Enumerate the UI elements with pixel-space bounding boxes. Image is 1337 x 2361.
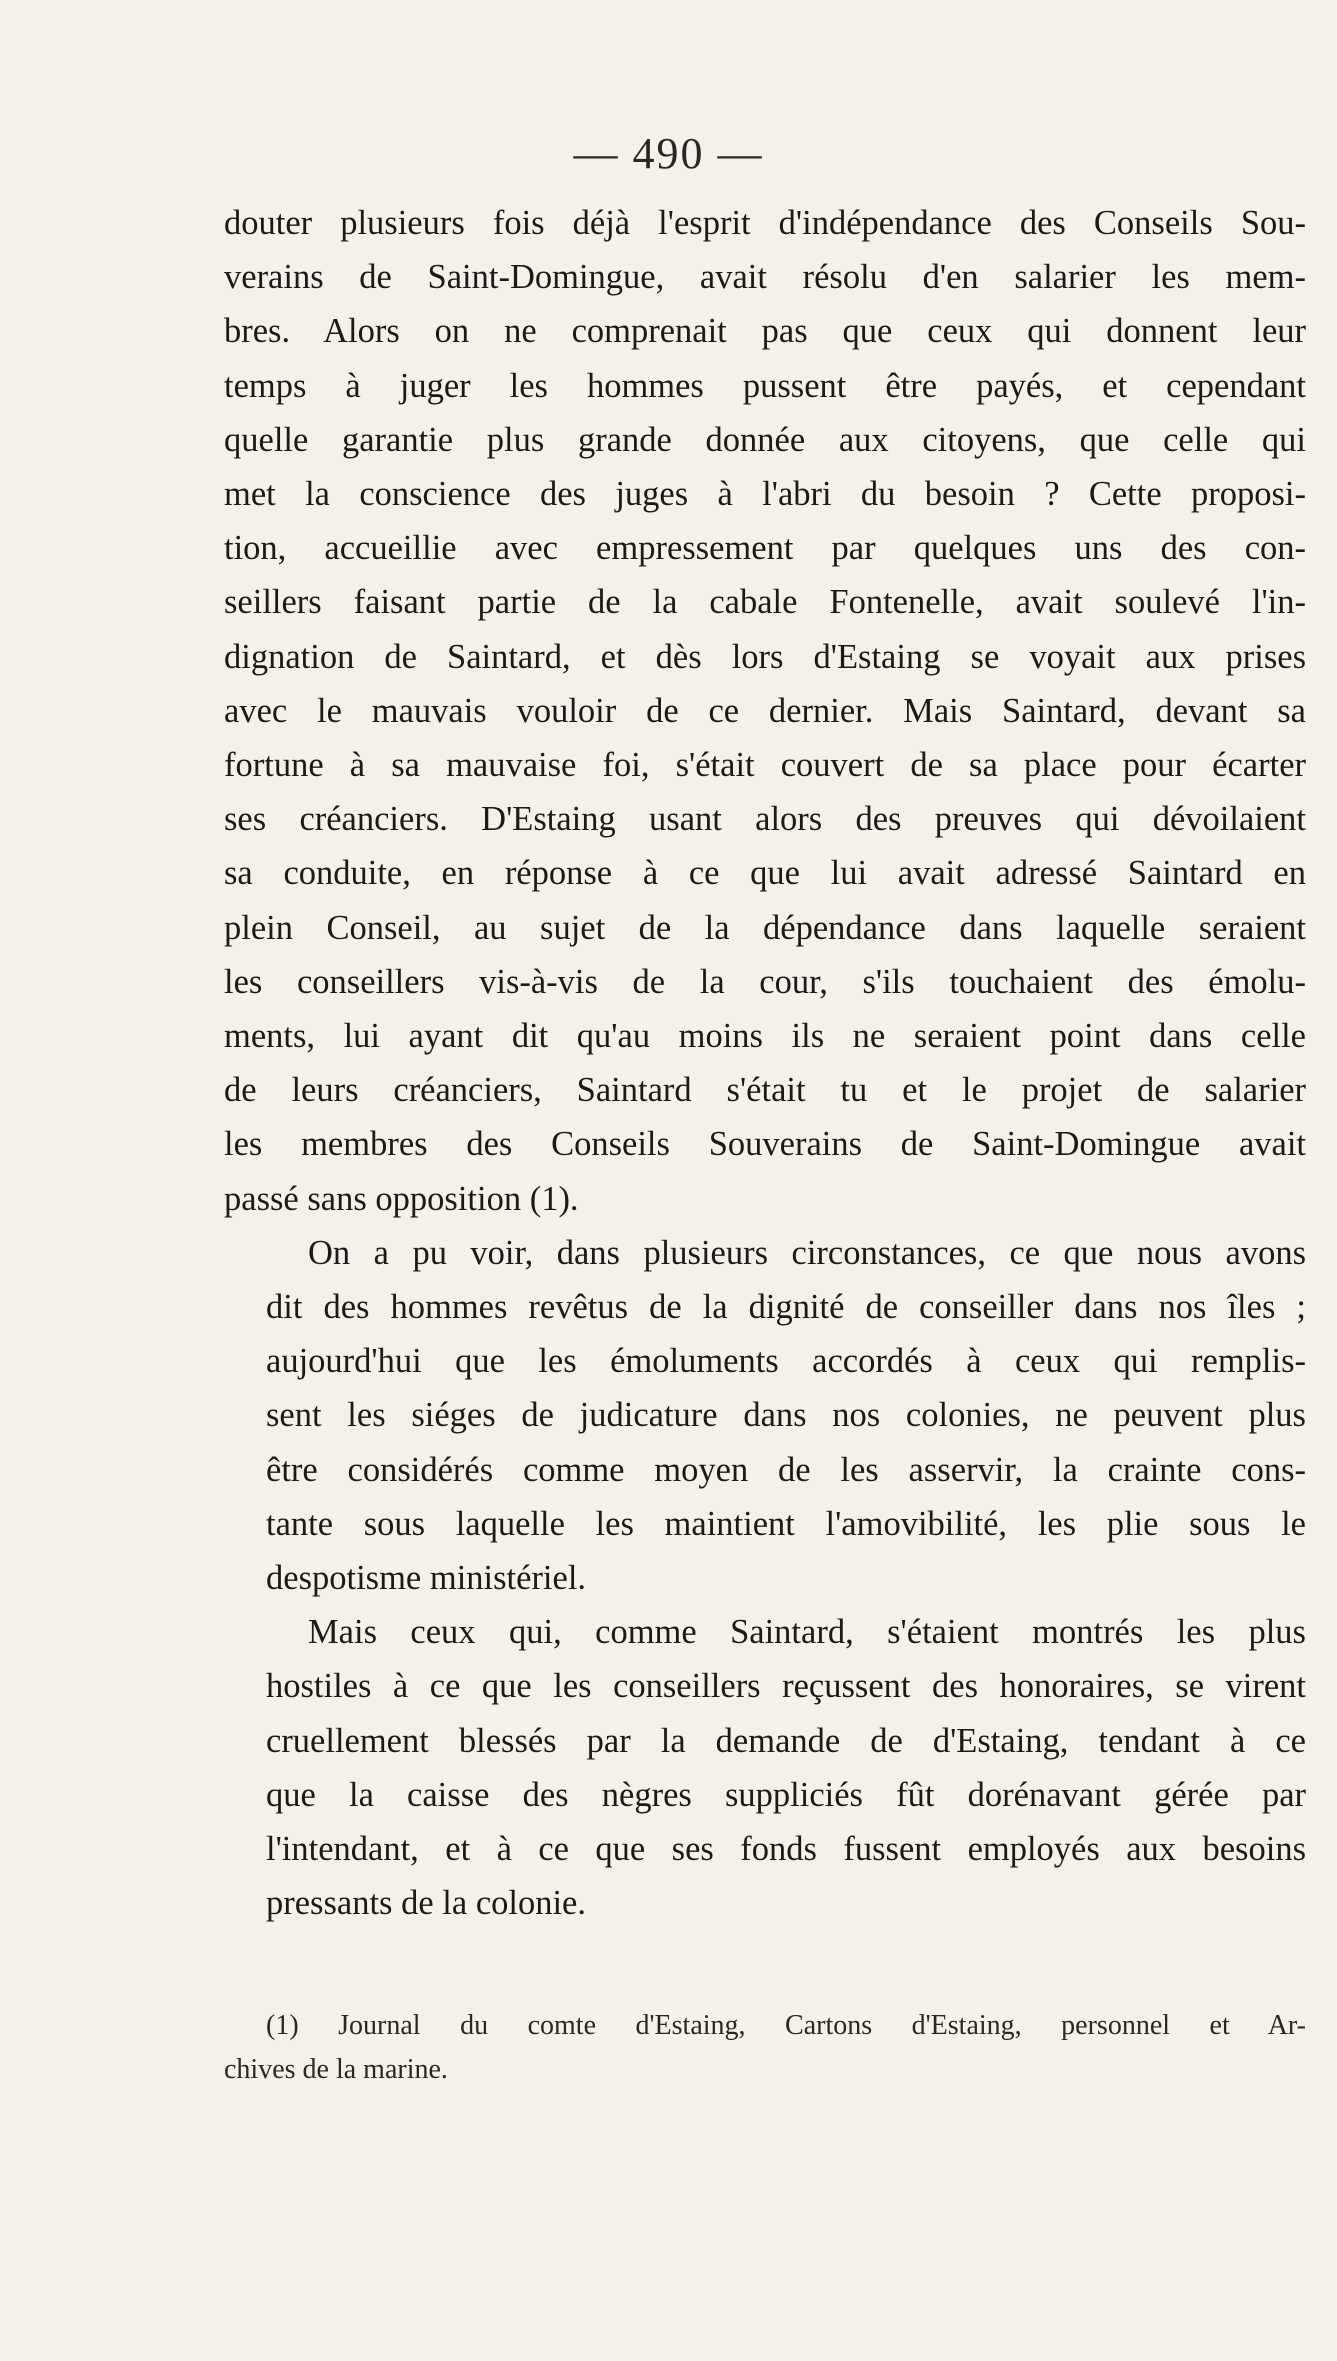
text-line: avec le mauvais vouloir de ce dernier. Mais Saintard, devant sa xyxy=(224,691,1306,730)
footnote xyxy=(224,2004,1306,2092)
text-line: hostiles à ce que les conseillers reçussent des honoraires, se virent xyxy=(266,1667,1306,1706)
page-number: — 490 — xyxy=(573,129,764,178)
text-line: met la conscience des juges à l'abri du besoin ? Cette proposi- xyxy=(224,475,1306,514)
text-line: verains de Saint-Domingue, avait résolu d'en salarier les mem- xyxy=(224,258,1306,297)
text-line: l'intendant, et à ce que ses fonds fussent employés aux besoins xyxy=(266,1830,1306,1869)
text-line: être considérés comme moyen de les asservir, la crainte cons- xyxy=(266,1450,1306,1489)
text-line: ses créanciers. D'Estaing usant alors des preuves qui dévoilaient xyxy=(224,800,1306,839)
text-line: Mais ceux qui, comme Saintard, s'étaient montrés les plus xyxy=(308,1613,1306,1652)
text-line: cruellement blessés par la demande de d'Estaing, tendant à ce xyxy=(266,1721,1306,1760)
text-line: bres. Alors on ne comprenait pas que ceux qui donnent leur xyxy=(224,312,1306,351)
text-line: seillers faisant partie de la cabale Fontenelle, avait soulevé l'in- xyxy=(224,583,1306,622)
paragraph xyxy=(224,196,1306,1226)
text-line: que la caisse des nègres suppliciés fût dorénavant gérée par xyxy=(266,1775,1306,1814)
text-line: aujourd'hui que les émoluments accordés à ceux qui remplis- xyxy=(266,1342,1306,1381)
text-line: tante sous laquelle les maintient l'amovibilité, les plie sous le xyxy=(266,1504,1306,1543)
text-line: tion, accueillie avec empressement par quelques uns des con- xyxy=(224,529,1306,568)
text-line: ments, lui ayant dit qu'au moins ils ne seraient point dans celle xyxy=(224,1017,1306,1056)
text-line: dignation de Saintard, et dès lors d'Estaing se voyait aux prises xyxy=(224,637,1306,676)
text-line: sent les siéges de judicature dans nos colonies, ne peuvent plus xyxy=(266,1396,1306,1435)
text-line: de leurs créanciers, Saintard s'était tu et le projet de salarier xyxy=(224,1071,1306,1110)
text-line: les conseillers vis-à-vis de la cour, s'ils touchaient des émolu- xyxy=(224,962,1306,1001)
text-line: sa conduite, en réponse à ce que lui avait adressé Saintard en xyxy=(224,854,1306,893)
paragraph xyxy=(224,1226,1306,1605)
text-line: On a pu voir, dans plusieurs circonstances, ce que nous avons xyxy=(308,1233,1306,1272)
footnote-line: (1) Journal du comte d'Estaing, Cartons d'Estaing, personnel et Ar- xyxy=(266,2010,1306,2041)
footnote-line: chives de la marine. xyxy=(224,2054,448,2085)
text-line: les membres des Conseils Souverains de Saint-Domingue avait xyxy=(224,1125,1306,1164)
text-line: despotisme ministériel. xyxy=(266,1559,587,1598)
text-line: quelle garantie plus grande donnée aux citoyens, que celle qui xyxy=(224,420,1306,459)
text-line: plein Conseil, au sujet de la dépendance dans laquelle seraient xyxy=(224,908,1306,947)
text-line: fortune à sa mauvaise foi, s'était couvert de sa place pour écarter xyxy=(224,746,1306,785)
paragraph xyxy=(224,1605,1306,1930)
text-line: dit des hommes revêtus de la dignité de conseiller dans nos îles ; xyxy=(266,1288,1306,1327)
body-text xyxy=(224,196,1306,1931)
text-line: pressants de la colonie. xyxy=(266,1884,586,1923)
text-line: temps à juger les hommes pussent être payés, et cependant xyxy=(224,366,1306,405)
text-line: passé sans opposition (1). xyxy=(224,1179,579,1218)
text-line: douter plusieurs fois déjà l'esprit d'indépendance des Conseils Sou- xyxy=(224,204,1306,242)
